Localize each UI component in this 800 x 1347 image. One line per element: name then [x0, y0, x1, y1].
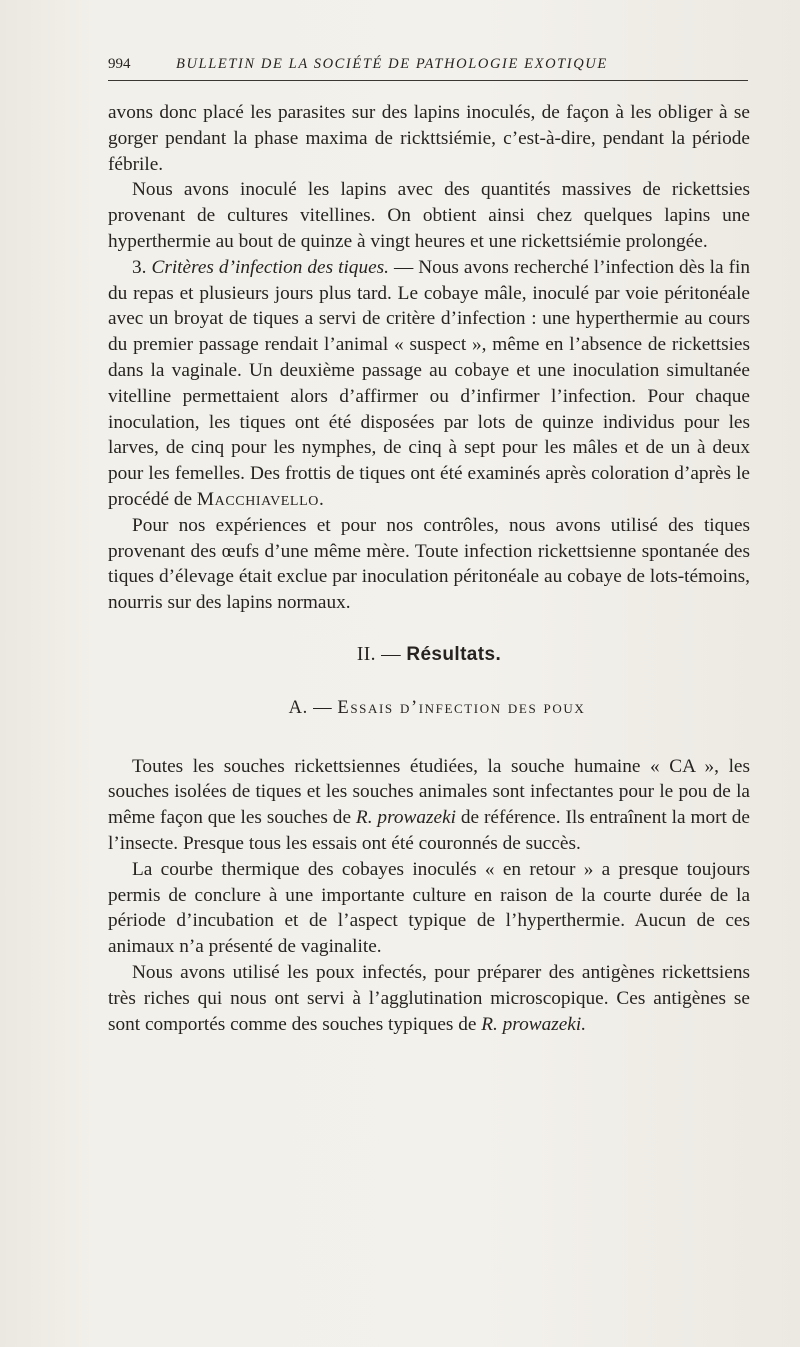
antigens-text-a: Nous avons utilisé les poux infectés, pour préparer des antigènes rickettsiens très riches qui nous ont servi à l’agglutination microscopique. Ces antigènes se sont comportés comme des souches typiques de: [108, 961, 750, 1035]
author-macchiavello: Macchiavello.: [196, 488, 325, 510]
paragraph-inoculation: Nous avons inoculé les lapins avec des quantités massives de rickettsies provenant de cultures vitellines. On obtient ainsi chez quelques lapins une hyperthermie au bout de quinze à vingt heures et une rickettsiémie prolongée.: [108, 179, 750, 252]
criteria-text: — Nous avons recherché l’infection dès la fin du repas et plusieurs jours plus tard. Le cobaye mâle, inoculé par voie péritonéale avec un broyat de tiques a servi de critère d’infection : une hyperthermie au cours du premier passage rendait l’animal « suspect », même en l’absence de rickettsies dans la vaginale. Un deuxième passage au cobaye et une inoculation simultanée vitelline permettaient alors d’affirmer ou d’infirmer l’infection. Pour chaque inoculation, les tiques ont été disposées par lots de quinze individus pour les larves, de cinq pour les nymphes, de cinq à sept pour les mâles et de un à deux pour les femelles. Des frottis de tiques ont été examinés après coloration d’après le procédé de: [108, 256, 750, 510]
paragraph-infection-criteria: [108, 255, 750, 513]
running-head: [108, 56, 748, 78]
subsection-heading: [108, 696, 750, 722]
species-name-2: R. prowazeki.: [481, 1013, 587, 1035]
page-number: 994: [108, 56, 131, 72]
paragraph-controls: Pour nos expériences et pour nos contrôles, nous avons utilisé des tiques provenant des œufs d’une même mère. Toute infection rickettsienne spontanée des tiques d’élevage était exclue par inoculation péritonéale au cobaye de lots-témoins, nourris sur des lapins normaux.: [108, 514, 750, 614]
subsection-title: Essais d’infection des poux: [337, 697, 586, 718]
species-name: R. prowazeki: [355, 807, 456, 829]
paragraph-strains: [108, 754, 750, 857]
paragraph-antigens: [108, 960, 750, 1037]
section-number: II. —: [356, 643, 407, 665]
section-title: Résultats.: [406, 643, 502, 665]
journal-title: BULLETIN DE LA SOCIÉTÉ DE PATHOLOGIE EXOTIQUE: [176, 56, 608, 72]
article-body: [108, 100, 750, 1037]
header-rule: [108, 80, 748, 81]
paragraph-thermal-curve: La courbe thermique des cobayes inoculés « en retour » a presque toujours permis de conclure à une importante culture en raison de la courte durée de la période d’incubation et de l’aspect typique de l’hyperthermie. Aucun de ces animaux n’a présenté de vaginalite.: [108, 858, 750, 958]
section-heading: [108, 642, 750, 668]
criteria-heading: Critères d’infection des tiques.: [151, 256, 389, 278]
paragraph-continuation: avons donc placé les parasites sur des lapins inoculés, de façon à les obliger à se gorger pendant la phase maxima de rickttsiémie, c’est-à-dire, pendant la période fébrile.: [108, 102, 750, 175]
subsection-letter: A. —: [288, 697, 338, 718]
criteria-number: 3.: [132, 256, 147, 278]
strains-text-b: de référence. Ils entraînent la mort de l’insecte. Presque tous les essais ont été couronnés de succès.: [108, 807, 750, 854]
strains-text-a: Toutes les souches rickettsiennes étudiées, la souche humaine « CA », les souches isolées de tiques et les souches animales sont infectantes pour le pou de la même façon que les souches de: [108, 755, 750, 829]
